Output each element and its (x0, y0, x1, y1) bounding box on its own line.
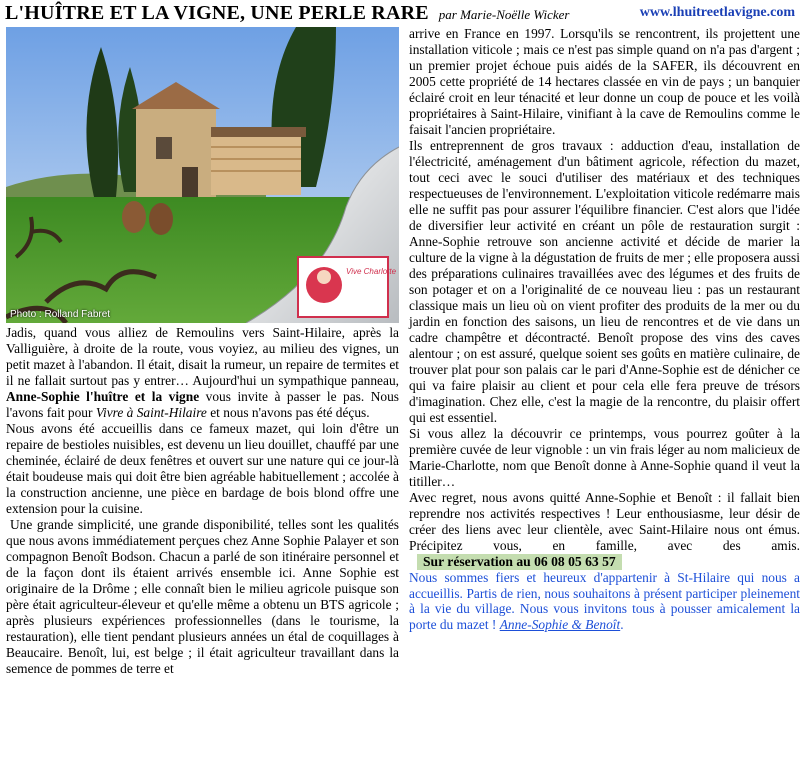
mazet-photo-image (6, 27, 399, 323)
left-column (6, 325, 399, 677)
photo-credit: Photo : Rolland Fabret (10, 309, 111, 320)
paragraph-owners: Une grande simplicité, une grande disponibilité, telles sont les qualités que nous avons immédiatement perçues chez Anne Sophie Palayer et son compagnon Benoît Bodson. Chacun a parlé de son itinéraire personnel et de la façon dont ils étaient arrivés ensemble ici. Anne Sophie est originaire de la Drôme ; elle connaît bien le milieu agricole puisque son père était agriculteur-éleveur et qu'elle même a obtenu un BTS agricole ; après plusieurs expériences professionnelles (dans le tourisme, la restauration), elle tient pendant plusieurs années un étal de coquillages à Beaucaire. Benoît, lui, est belge ; il était agriculteur travaillant dans la semence de pommes de terre et (6, 517, 399, 676)
website-link[interactable]: www.lhuitreetlavigne.com (639, 5, 795, 20)
text-span: Nous sommes fiers et heureux d'appartenir à St-Hilaire qui nous a accueillis. Partis de rien, nous souhaitons à présent participer pleinement à la vie du village. Nous vous invitons tous à pousser amicalement la porte du mazet ! (409, 570, 800, 632)
text-span: vous invite à passer le pas. Nous l'avons fait pour (6, 389, 399, 420)
paragraph-welcome: Nous avons été accueillis dans ce fameux mazet, qui loin d'être un repaire de bestioles nuisibles, est devenu un lieu douillet, chauffé par une cheminée, éclairé de deux fenêtres et ouvert sur une nature qui ce jour-là était boudeuse mais qui doit être bien agréable habituellement ; accolée à la construction ancienne, une pièce en bardage de bois blond offre une extension pour la cuisine. (6, 421, 399, 516)
text-span: Jadis, quand vous alliez de Remoulins vers Saint-Hilaire, après la Valliguière, à droite de la route, vous voyiez, au milieu des vignes, un petit mazet à l'abandon. Il était, disait la rumeur, un repaire de termites et il ne fallait surtout pas y entrer… Aujourd'hui un sympathique panneau, (6, 325, 399, 388)
signature: Anne-Sophie & Benoît (499, 616, 621, 632)
article-header (5, 2, 795, 26)
paragraph-works: Ils entreprennent de gros travaux : adduction d'eau, installation de l'électricité, aménagement d'un bâtiment agricole, réfection du mazet, tout ceci avec le souci d'utiliser des matériaux et des techniques respectueuses de l'environnement. L'exploitation viticole redémarre mais elle ne suffit pas pour assurer l'équilibre financier. C'est alors que l'idée de diversifier leur activité en créant un pôle de restauration surgit : Anne-Sophie retrouve son ancienne activité et décide de marier la culture de la vigne à la dégustation de fruits de mer ; elle proposera aussi des préparations culinaires travaillées avec des légumes et des fruits de son potager et on a l'originalité de ce nouveau lieu : pas un restaurant classique mais un lieu où on vient profiter des produits de la mer ou du jardin en fonction des saisons, un lieu de rencontres et de vie dans un cadre champêtre et décontracté. Benoît propose des vins des caves alentour ; on est assuré, quelque soient ses goûts en matière culinaire, de trouver plat pour son palais car le pari d'Anne-Sophie est de dénicher ce qui va faire plaisir au client et pour cela elle fera preuve de trésors d'imagination. Chez elle, c'est la magie de la rencontre, du plaisir offert qui est essentiel. (409, 138, 800, 425)
restaurant-name: Anne-Sophie l'huître et la vigne (6, 389, 200, 404)
paragraph-farewell (409, 490, 800, 570)
paragraph-arrival: arrive en France en 1997. Lorsqu'ils se rencontrent, ils projettent une installation viticole ; mais ce n'est pas simple quand on n'a pas d'argent ; un premier projet échoue puis aidés de la SAFER, ils découvrent en 2005 cette propriété de 14 hectares classée en vin de pays ; un banquier éclairé croit en leur ténacité et leur donne un coup de pouce et les voilà propriétaires à Saint-Hilaire, vinifiant à la cave de Remoulins comme le faisait l'ancien propriétaire. (409, 26, 800, 137)
sign-text: Vive Charlotte (346, 267, 397, 276)
text-span: Avec regret, nous avons quitté Anne-Sophie et Benoît : il fallait bien reprendre nos activités respectives ! Leur enthousiasme, leur désir de créer des liens avec leur clientèle, avec Saint-Hilaire nous ont émus. Précipitez vous, en famille, avec des amis. (409, 490, 800, 553)
closing-message (409, 570, 800, 632)
author-byline: par Marie-Noëlle Wicker (438, 7, 570, 22)
paragraph-wine: Si vous allez la découvrir ce printemps, vous pourrez goûter à la première cuvée de leur vignoble : un vin frais léger au nom malicieux de Marie-Charlotte, nom que Benoît donne à Anne-Sophie quand il veut la titiller… (409, 426, 800, 489)
reservation-phone[interactable]: Sur réservation au 06 08 05 63 57 (417, 554, 622, 570)
paragraph-intro (6, 325, 399, 421)
publication-name: Vivre à Saint-Hilaire (95, 405, 207, 420)
article-title: L'HUÎTRE ET LA VIGNE, UNE PERLE RARE (5, 2, 429, 24)
text-span: . (620, 616, 624, 632)
mazet-photo (6, 27, 399, 323)
right-column (409, 26, 800, 632)
text-span: et nous n'avons pas été déçus. (206, 405, 370, 420)
